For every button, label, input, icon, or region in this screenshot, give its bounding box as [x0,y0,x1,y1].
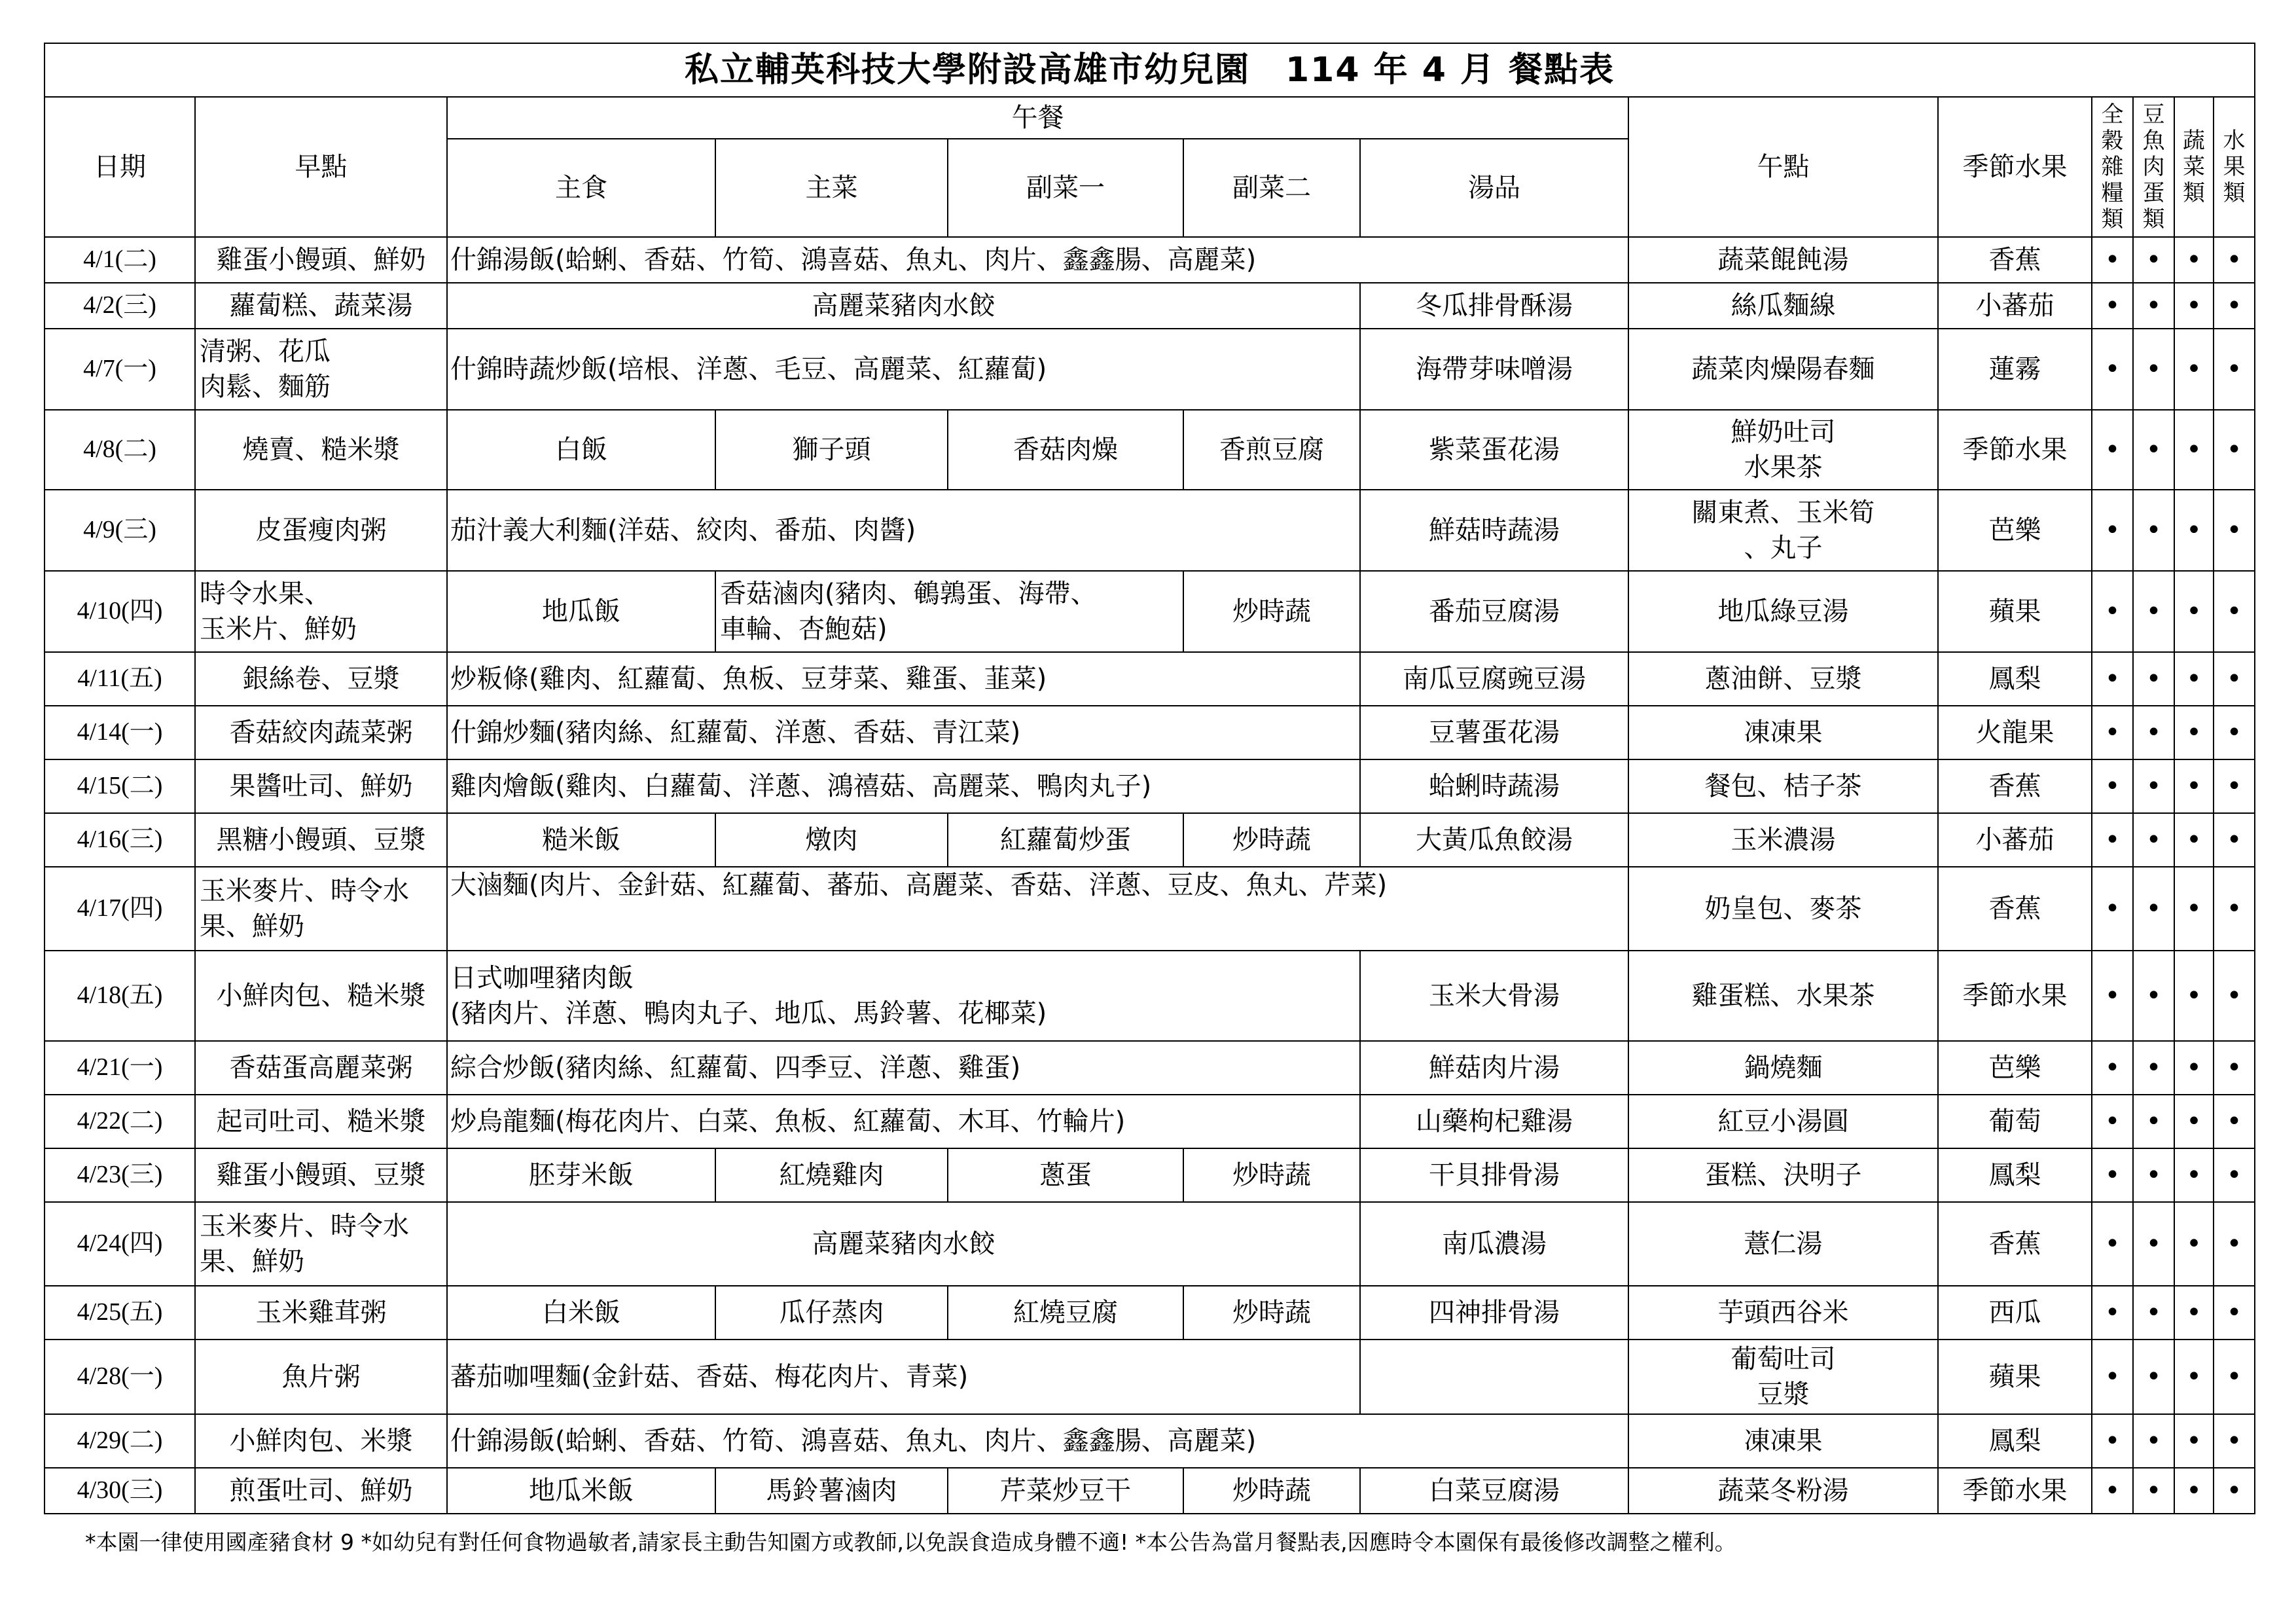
row-check-protein: • [2133,571,2174,652]
row-check-protein: • [2133,706,2174,759]
row-date: 4/2(三) [45,283,195,329]
row-breakfast: 魚片粥 [195,1340,447,1414]
row-check-fruit: • [2214,237,2255,283]
row-soup: 玉米大骨湯 [1360,951,1628,1041]
row-soup: 番茄豆腐湯 [1360,571,1628,652]
row-date: 4/14(一) [45,706,195,759]
row-fruit: 季節水果 [1938,951,2092,1041]
row-fruit: 季節水果 [1938,410,2092,490]
row-check-fruit: • [2214,1148,2255,1202]
row-check-fruit: • [2214,1286,2255,1340]
row-check-protein: • [2133,1041,2174,1095]
row-side1: 蔥蛋 [948,1148,1183,1202]
menu-row [45,1095,2255,1148]
row-snack: 關東煮、玉米筍 、丸子 [1628,490,1938,571]
row-check-grain: • [2092,283,2133,329]
row-check-fruit: • [2214,867,2255,951]
row-main-dish: 馬鈴薯滷肉 [715,1468,948,1514]
row-date: 4/11(五) [45,652,195,706]
row-lunch: 蕃茄咖哩麵(金針菇、香菇、梅花肉片、青菜) [447,1340,1360,1414]
row-breakfast: 皮蛋瘦肉粥 [195,490,447,571]
row-check-fruit: • [2214,1095,2255,1148]
row-soup: 大黃瓜魚餃湯 [1360,813,1628,867]
menu-row [45,867,2255,951]
row-breakfast: 時令水果、 玉米片、鮮奶 [195,571,447,652]
row-soup: 豆薯蛋花湯 [1360,706,1628,759]
menu-sheet [44,43,2254,1514]
row-fruit: 蘋果 [1938,1340,2092,1414]
row-lunch: 炒烏龍麵(梅花肉片、白菜、魚板、紅蘿蔔、木耳、竹輪片) [447,1095,1360,1148]
row-snack: 鮮奶吐司 水果茶 [1628,410,1938,490]
row-soup: 南瓜豆腐豌豆湯 [1360,652,1628,706]
row-date: 4/24(四) [45,1202,195,1286]
row-breakfast: 燒賣、糙米漿 [195,410,447,490]
row-check-grain: • [2092,706,2133,759]
row-lunch: 大滷麵(肉片、金針菇、紅蘿蔔、蕃茄、高麗菜、香菇、洋蔥、豆皮、魚丸、芹菜) [447,867,1628,951]
row-soup: 鮮菇肉片湯 [1360,1041,1628,1095]
row-side1: 紅蘿蔔炒蛋 [948,813,1183,867]
row-check-grain: • [2092,1468,2133,1514]
row-check-grain: • [2092,1202,2133,1286]
menu-row [45,706,2255,759]
row-side2: 炒時蔬 [1183,1286,1360,1340]
row-snack: 蔥油餅、豆漿 [1628,652,1938,706]
row-check-protein: • [2133,1286,2174,1340]
row-staple: 地瓜米飯 [447,1468,715,1514]
row-check-fruit: • [2214,571,2255,652]
menu-row [45,410,2255,490]
row-check-fruit: • [2214,1468,2255,1514]
row-soup: 蛤蜊時蔬湯 [1360,759,1628,813]
row-date: 4/22(二) [45,1095,195,1148]
row-check-fruit: • [2214,813,2255,867]
row-date: 4/29(二) [45,1414,195,1468]
row-check-protein: • [2133,237,2174,283]
menu-table [44,43,2255,1514]
row-soup: 鮮菇時蔬湯 [1360,490,1628,571]
row-breakfast: 蘿蔔糕、蔬菜湯 [195,283,447,329]
header-side2: 副菜二 [1183,139,1360,237]
row-lunch: 茄汁義大利麵(洋菇、絞肉、番茄、肉醬) [447,490,1360,571]
menu-row [45,1414,2255,1468]
row-check-veg: • [2174,410,2214,490]
row-snack: 凍凍果 [1628,1414,1938,1468]
row-check-grain: • [2092,951,2133,1041]
row-main-dish: 香菇滷肉(豬肉、鵪鶉蛋、海帶、 車輪、杏鮑菇) [715,571,1183,652]
row-check-protein: • [2133,813,2174,867]
row-check-protein: • [2133,1202,2174,1286]
row-soup: 冬瓜排骨酥湯 [1360,283,1628,329]
row-main-dish: 紅燒雞肉 [715,1148,948,1202]
row-check-fruit: • [2214,1414,2255,1468]
row-check-veg: • [2174,1148,2214,1202]
row-breakfast: 玉米雞茸粥 [195,1286,447,1340]
row-snack: 紅豆小湯圓 [1628,1095,1938,1148]
row-fruit: 香蕉 [1938,759,2092,813]
row-fruit: 芭樂 [1938,1041,2092,1095]
menu-row [45,813,2255,867]
row-lunch: 什錦湯飯(蛤蜊、香菇、竹筍、鴻喜菇、魚丸、肉片、鑫鑫腸、高麗菜) [447,237,1628,283]
row-date: 4/10(四) [45,571,195,652]
row-main-dish: 燉肉 [715,813,948,867]
row-fruit: 香蕉 [1938,237,2092,283]
row-check-grain: • [2092,490,2133,571]
row-breakfast: 煎蛋吐司、鮮奶 [195,1468,447,1514]
row-check-fruit: • [2214,1041,2255,1095]
row-check-grain: • [2092,571,2133,652]
row-check-fruit: • [2214,1340,2255,1414]
row-staple: 地瓜飯 [447,571,715,652]
row-check-grain: • [2092,237,2133,283]
row-check-protein: • [2133,410,2174,490]
row-fruit: 小蕃茄 [1938,283,2092,329]
row-breakfast: 香菇蛋高麗菜粥 [195,1041,447,1095]
row-date: 4/17(四) [45,867,195,951]
row-lunch: 炒粄條(雞肉、紅蘿蔔、魚板、豆芽菜、雞蛋、韮菜) [447,652,1360,706]
row-snack: 鍋燒麵 [1628,1041,1938,1095]
row-breakfast: 玉米麥片、時令水 果、鮮奶 [195,867,447,951]
row-date: 4/23(三) [45,1148,195,1202]
row-check-protein: • [2133,759,2174,813]
row-snack: 薏仁湯 [1628,1202,1938,1286]
row-snack: 餐包、桔子茶 [1628,759,1938,813]
row-fruit: 季節水果 [1938,1468,2092,1514]
row-lunch: 日式咖哩豬肉飯 (豬肉片、洋蔥、鴨肉丸子、地瓜、馬鈴薯、花椰菜) [447,951,1360,1041]
row-check-grain: • [2092,759,2133,813]
header-lunch: 午餐 [447,97,1628,139]
menu-row [45,1041,2255,1095]
row-snack: 葡萄吐司 豆漿 [1628,1340,1938,1414]
row-main-dish: 獅子頭 [715,410,948,490]
row-check-grain: • [2092,813,2133,867]
row-side1: 香菇肉燥 [948,410,1183,490]
row-snack: 凍凍果 [1628,706,1938,759]
row-date: 4/15(二) [45,759,195,813]
row-date: 4/28(一) [45,1340,195,1414]
row-snack: 地瓜綠豆湯 [1628,571,1938,652]
row-fruit: 西瓜 [1938,1286,2092,1340]
row-check-veg: • [2174,490,2214,571]
header-breakfast: 早點 [195,97,447,237]
row-check-grain: • [2092,652,2133,706]
row-snack: 蔬菜肉燥陽春麵 [1628,329,1938,410]
row-fruit: 芭樂 [1938,490,2092,571]
menu-row [45,1286,2255,1340]
header-veg: 蔬菜類 [2174,97,2214,237]
row-date: 4/21(一) [45,1041,195,1095]
row-check-fruit: • [2214,759,2255,813]
row-side2: 香煎豆腐 [1183,410,1360,490]
row-fruit: 葡萄 [1938,1095,2092,1148]
row-check-veg: • [2174,1202,2214,1286]
row-snack: 奶皇包、麥茶 [1628,867,1938,951]
row-lunch: 什錦炒麵(豬肉絲、紅蘿蔔、洋蔥、香菇、青江菜) [447,706,1360,759]
row-check-grain: • [2092,410,2133,490]
menu-row [45,237,2255,283]
row-date: 4/7(一) [45,329,195,410]
header-grain: 全穀雜糧類 [2092,97,2133,237]
footnote: *本園一律使用國產豬食材 9 *如幼兒有對任何食物過敏者,請家長主動告知園方或教師,以免誤食造成身體不適! *本公告為當月餐點表,因應時令本園保有最後修改調整之權利。 [85,1529,1736,1555]
row-check-veg: • [2174,1041,2214,1095]
row-check-veg: • [2174,813,2214,867]
row-check-fruit: • [2214,1202,2255,1286]
header-side1: 副菜一 [948,139,1183,237]
header-snack: 午點 [1628,97,1938,237]
row-check-veg: • [2174,1468,2214,1514]
row-check-protein: • [2133,329,2174,410]
row-check-grain: • [2092,1340,2133,1414]
row-soup: 四神排骨湯 [1360,1286,1628,1340]
row-check-protein: • [2133,283,2174,329]
page-title: 私立輔英科技大學附設高雄市幼兒園 114 年 4 月 餐點表 [45,43,2255,97]
row-staple: 糙米飯 [447,813,715,867]
row-check-grain: • [2092,867,2133,951]
row-check-protein: • [2133,1148,2174,1202]
row-soup: 南瓜濃湯 [1360,1202,1628,1286]
row-breakfast: 果醬吐司、鮮奶 [195,759,447,813]
row-check-grain: • [2092,1041,2133,1095]
row-breakfast: 雞蛋小饅頭、豆漿 [195,1148,447,1202]
row-check-fruit: • [2214,283,2255,329]
row-check-veg: • [2174,329,2214,410]
row-breakfast: 玉米麥片、時令水 果、鮮奶 [195,1202,447,1286]
row-check-grain: • [2092,1414,2133,1468]
row-check-veg: • [2174,283,2214,329]
row-check-protein: • [2133,951,2174,1041]
row-breakfast: 清粥、花瓜 肉鬆、麵筋 [195,329,447,410]
row-fruit: 香蕉 [1938,1202,2092,1286]
row-lunch: 什錦湯飯(蛤蜊、香菇、竹筍、鴻喜菇、魚丸、肉片、鑫鑫腸、高麗菜) [447,1414,1628,1468]
row-side2: 炒時蔬 [1183,813,1360,867]
row-check-protein: • [2133,1468,2174,1514]
row-staple: 白飯 [447,410,715,490]
menu-row [45,1340,2255,1414]
row-check-protein: • [2133,1095,2174,1148]
row-staple: 白米飯 [447,1286,715,1340]
row-date: 4/16(三) [45,813,195,867]
row-fruit: 火龍果 [1938,706,2092,759]
row-lunch: 高麗菜豬肉水餃 [447,1202,1360,1286]
menu-row [45,490,2255,571]
row-check-veg: • [2174,1095,2214,1148]
row-check-veg: • [2174,1340,2214,1414]
row-date: 4/8(二) [45,410,195,490]
row-breakfast: 小鮮肉包、糙米漿 [195,951,447,1041]
menu-row [45,329,2255,410]
header-soup: 湯品 [1360,139,1628,237]
row-check-protein: • [2133,490,2174,571]
row-date: 4/1(二) [45,237,195,283]
row-breakfast: 銀絲卷、豆漿 [195,652,447,706]
menu-row [45,571,2255,652]
row-check-fruit: • [2214,706,2255,759]
row-check-veg: • [2174,759,2214,813]
header-fruit-category: 水果類 [2214,97,2255,237]
row-snack: 蔬菜冬粉湯 [1628,1468,1938,1514]
row-check-grain: • [2092,1286,2133,1340]
row-check-veg: • [2174,571,2214,652]
row-fruit: 鳳梨 [1938,1148,2092,1202]
header-protein: 豆魚肉蛋類 [2133,97,2174,237]
row-check-fruit: • [2214,951,2255,1041]
row-lunch: 什錦時蔬炒飯(培根、洋蔥、毛豆、高麗菜、紅蘿蔔) [447,329,1360,410]
row-lunch: 高麗菜豬肉水餃 [447,283,1360,329]
row-breakfast: 雞蛋小饅頭、鮮奶 [195,237,447,283]
row-fruit: 小蕃茄 [1938,813,2092,867]
row-breakfast: 小鮮肉包、米漿 [195,1414,447,1468]
row-check-veg: • [2174,1414,2214,1468]
menu-row [45,283,2255,329]
row-staple: 胚芽米飯 [447,1148,715,1202]
row-check-veg: • [2174,237,2214,283]
row-snack: 蔬菜餛飩湯 [1628,237,1938,283]
row-side1: 芹菜炒豆干 [948,1468,1183,1514]
row-soup: 紫菜蛋花湯 [1360,410,1628,490]
row-snack: 玉米濃湯 [1628,813,1938,867]
row-check-fruit: • [2214,652,2255,706]
row-breakfast: 香菇絞肉蔬菜粥 [195,706,447,759]
menu-row [45,1202,2255,1286]
row-check-protein: • [2133,652,2174,706]
row-side2: 炒時蔬 [1183,1468,1360,1514]
row-soup: 海帶芽味噌湯 [1360,329,1628,410]
row-fruit: 鳳梨 [1938,1414,2092,1468]
row-breakfast: 黑糖小饅頭、豆漿 [195,813,447,867]
row-check-fruit: • [2214,490,2255,571]
menu-row [45,1148,2255,1202]
row-check-veg: • [2174,706,2214,759]
row-check-veg: • [2174,1286,2214,1340]
row-date: 4/9(三) [45,490,195,571]
row-check-grain: • [2092,1148,2133,1202]
row-check-veg: • [2174,652,2214,706]
row-check-veg: • [2174,951,2214,1041]
row-check-protein: • [2133,867,2174,951]
row-fruit: 香蕉 [1938,867,2092,951]
row-side1: 紅燒豆腐 [948,1286,1183,1340]
row-check-protein: • [2133,1340,2174,1414]
row-snack: 芋頭西谷米 [1628,1286,1938,1340]
row-check-fruit: • [2214,410,2255,490]
row-fruit: 鳳梨 [1938,652,2092,706]
row-soup: 白菜豆腐湯 [1360,1468,1628,1514]
row-fruit: 蘋果 [1938,571,2092,652]
row-snack: 絲瓜麵線 [1628,283,1938,329]
header-main-dish: 主菜 [715,139,948,237]
row-snack: 蛋糕、決明子 [1628,1148,1938,1202]
row-check-veg: • [2174,867,2214,951]
row-check-fruit: • [2214,329,2255,410]
row-lunch: 綜合炒飯(豬肉絲、紅蘿蔔、四季豆、洋蔥、雞蛋) [447,1041,1360,1095]
menu-row [45,951,2255,1041]
row-lunch: 雞肉燴飯(雞肉、白蘿蔔、洋蔥、鴻禧菇、高麗菜、鴨肉丸子) [447,759,1360,813]
header-staple: 主食 [447,139,715,237]
row-side2: 炒時蔬 [1183,571,1360,652]
row-fruit: 蓮霧 [1938,329,2092,410]
row-check-grain: • [2092,329,2133,410]
row-date: 4/25(五) [45,1286,195,1340]
row-soup: 干貝排骨湯 [1360,1148,1628,1202]
row-breakfast: 起司吐司、糙米漿 [195,1095,447,1148]
row-side2: 炒時蔬 [1183,1148,1360,1202]
header-fruit: 季節水果 [1938,97,2092,237]
row-snack: 雞蛋糕、水果茶 [1628,951,1938,1041]
menu-row [45,759,2255,813]
header-date: 日期 [45,97,195,237]
row-date: 4/30(三) [45,1468,195,1514]
row-soup [1360,1340,1628,1414]
row-main-dish: 瓜仔蒸肉 [715,1286,948,1340]
row-check-grain: • [2092,1095,2133,1148]
row-soup: 山藥枸杞雞湯 [1360,1095,1628,1148]
menu-row [45,652,2255,706]
row-date: 4/18(五) [45,951,195,1041]
row-check-protein: • [2133,1414,2174,1468]
menu-row [45,1468,2255,1514]
